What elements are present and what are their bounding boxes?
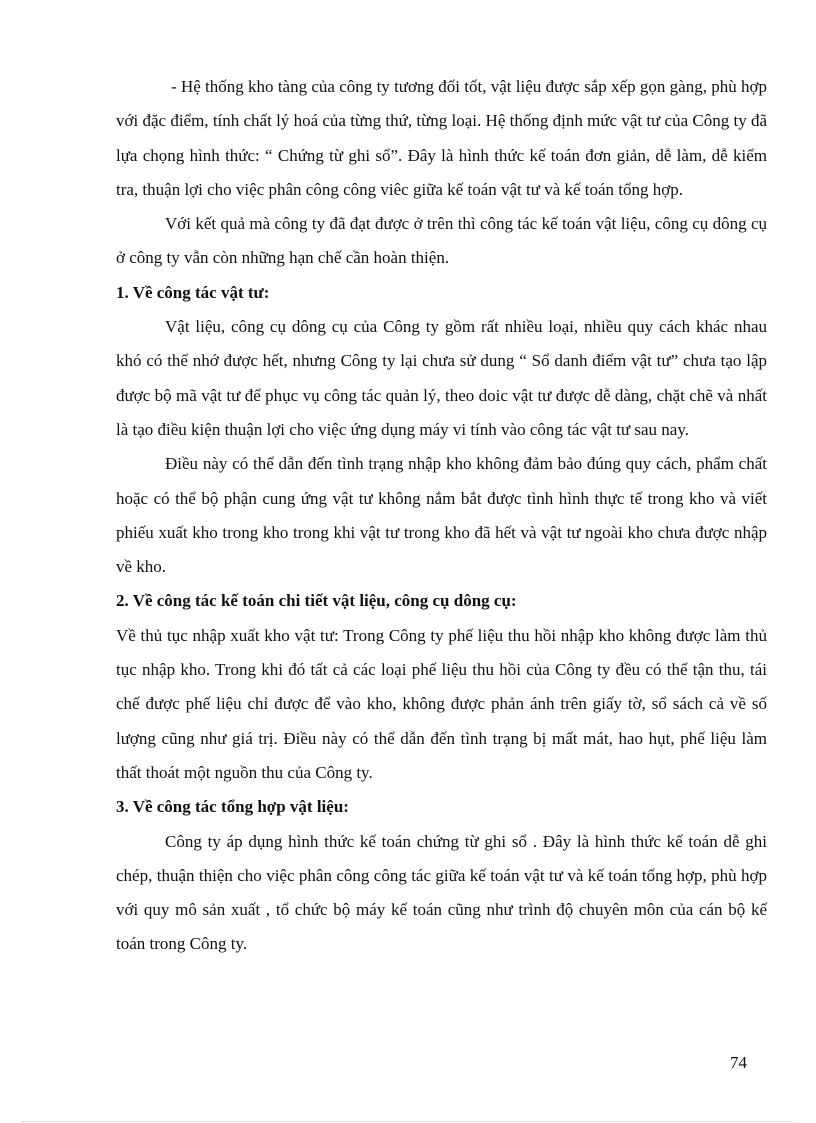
heading-detailed-accounting: 2. Về công tác kế toán chi tiết vật liệu, công cụ dông cụ: <box>116 591 517 611</box>
paragraph-materials-consequence: Điều này có thể dẫn đến tình trạng nhập kho không đảm bảo đúng quy cách, phẩm chất hoặc có thể bộ phận cung ứng vật tư không nắm bắt được tình hình thực tế trong kho và viết phiếu xuất kho trong kho trong khi vật tư trong kho đã hết và vật tư ngoài kho chưa được nhập về kho. <box>116 454 767 577</box>
paragraph-voucher-method: Công ty áp dụng hình thức kế toán chứng từ ghi sổ . Đây là hình thức kế toán dễ ghi chép, thuận thiện cho việc phân công công tác giữa kế toán vật tư và kế toán tổng hợp, phù hợp với quy mô sản xuất , tổ chức bộ máy kế toán cũng như trình độ chuyên môn của cán bộ kế toán trong Công ty. <box>116 831 767 954</box>
heading-general-accounting: 3. Về công tác tổng hợp vật liệu: <box>116 797 349 817</box>
paragraph-materials-catalog: Vật liệu, công cụ dông cụ của Công ty gồm rất nhiều loại, nhiều quy cách khác nhau khó có thể nhớ được hết, nhưng Công ty lại chưa sử dung “ Sổ danh điểm vật tư” chưa tạo lập được bộ mã vật tư để phục vụ công tác quản lý, theo doic vật tư được dễ dàng, chặt chẽ và nhất là tạo điều kiện thuận lợi cho việc ứng dụng máy vi tính vào công tác vật tư sau nay. <box>116 317 767 439</box>
page-body <box>116 70 767 962</box>
paragraph-limitations-intro: Với kết quả mà công ty đã đạt được ở trên thì công tác kế toán vật liệu, công cụ dông cụ ở công ty vẫn còn những hạn chế cần hoàn thiện. <box>116 214 767 268</box>
heading-materials: 1. Về công tác vật tư: <box>116 282 270 302</box>
paragraph-warehouse-system: - Hệ thống kho tàng của công ty tương đối tốt, vật liệu được sắp xếp gọn gàng, phù hợp với đặc điểm, tính chất lý hoá của từng thứ, từng loại. Hệ thống định mức vật tư của Công ty đã lựa chọng hình thức: “ Chứng từ ghi sổ”. Đây là hình thức kế toán đơn giản, dễ làm, dễ kiểm tra, thuận lợi cho việc phân công công viêc giữa kế toán vật tư và kế toán tổng hợp. <box>116 77 767 199</box>
page-bottom-rule <box>22 1121 794 1122</box>
paragraph-scrap-procedure: Về thủ tục nhập xuất kho vật tư: Trong Công ty phế liệu thu hồi nhập kho không được làm thủ tục nhập kho. Trong khi đó tất cả các loại phế liệu thu hồi của Công ty đều có thể tận thu, tái chế được phế liệu chỉ được để vào kho, không được phản ánh trên giấy tờ, sổ sách cả về số lượng cũng như giá trị. Điều này có thể dẫn đến tình trạng bị mất mát, hao hụt, phế liệu làm thất thoát một nguồn thu của Công ty. <box>116 625 767 782</box>
page-number: 74 <box>730 1053 747 1072</box>
